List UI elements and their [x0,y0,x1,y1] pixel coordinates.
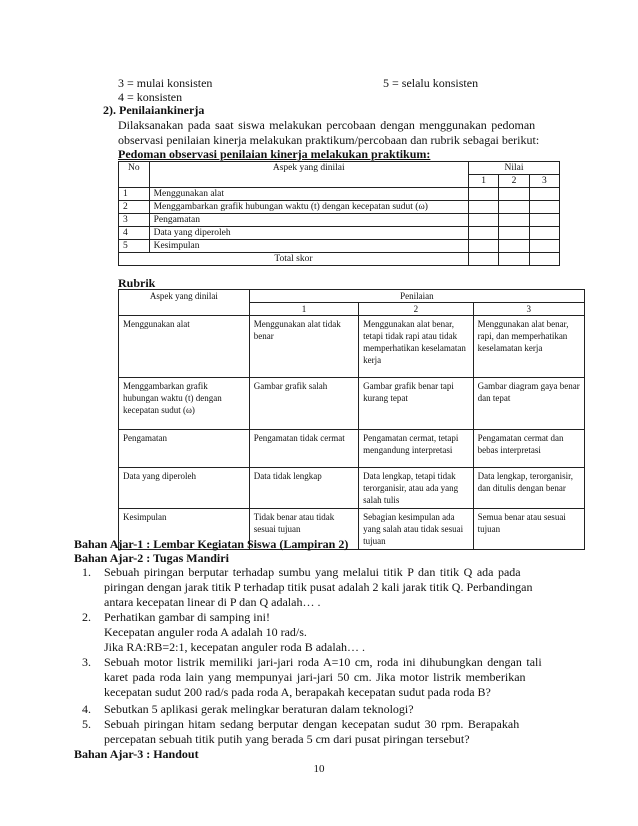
observation-table-title: Pedoman observasi penilaian kinerja melakukan praktikum: [118,147,431,161]
task-3-line3: kecepatan sudut 200 rad/s pada roda A, berapakah kecepatan sudut pada roda B? [104,685,491,699]
obs-head-nilai: Nilai [468,162,559,175]
rub-c1: Gambar grafik salah [249,378,358,430]
rub-c2: Sebagian kesimpulan ada yang salah atau tidak sesuai tujuan [359,509,473,550]
rub-head-p2: 2 [359,303,473,316]
rub-aspek: Data yang diperoleh [119,468,250,509]
rub-head-p3: 3 [473,303,584,316]
task-2-line3: Jika RA:RB=2:1, kecepatan anguler roda B adalah… . [104,640,366,654]
table-row [119,316,585,378]
rub-aspek: Pengamatan [119,430,250,468]
table-row [119,253,560,266]
task-number: 3. [82,655,91,669]
rub-c2: Pengamatan cermat, tetapi mengandung interpretasi [359,430,473,468]
rub-head-penilaian: Penilaian [249,290,584,303]
table-row [119,430,585,468]
obs-row-aspek: Kesimpulan [149,240,468,253]
obs-row-no: 3 [119,214,150,227]
task-4-line1: Sebutkan 5 aplikasi gerak melingkar beraturan dalam teknologi? [104,702,414,716]
task-number: 1. [82,565,91,579]
bahan-ajar-1: Bahan Ajar-1 : Lembar Kegiatan Siswa (Lampiran 2) [74,537,349,551]
rub-c3: Data lengkap, terorganisir, dan ditulis dengan benar [473,468,584,509]
task-2-line1: Perhatikan gambar di samping ini! [104,610,270,624]
table-row [119,468,585,509]
scale-4: 4 = konsisten [118,90,183,104]
task-number: 4. [82,702,91,716]
rub-aspek: Menggambarkan grafik hubungan waktu (t) dengan kecepatan sudut (ω) [119,378,250,430]
task-number: 2. [82,610,91,624]
obs-row-no: 5 [119,240,150,253]
obs-total-label: Total skor [119,253,469,266]
table-row [119,188,560,201]
table-row [119,240,560,253]
obs-row-aspek: Menggunakan alat [149,188,468,201]
rub-c1: Data tidak lengkap [249,468,358,509]
obs-head-no: No [119,162,150,188]
rubric-table [118,289,585,550]
task-2-line2: Kecepatan anguler roda A adalah 10 rad/s. [104,625,307,639]
section-paragraph-line2: observasi penilaian kinerja melakukan praktikum/percobaan dan rubrik sebagai berikut: [118,133,540,147]
task-5-line2: percepatan sebuah titik putih yang berada 5 cm dari pusat piringan tersebut? [104,732,470,746]
task-number: 5. [82,717,91,731]
task-1-line1: Sebuah piringan berputar terhadap sumbu yang melalui titik P dan titik Q ada pada [104,565,521,579]
rub-c1: Menggunakan alat tidak benar [249,316,358,378]
table-row [119,214,560,227]
obs-row-aspek: Data yang diperoleh [149,227,468,240]
obs-row-no: 1 [119,188,150,201]
table-row [119,227,560,240]
bahan-ajar-2: Bahan Ajar-2 : Tugas Mandiri [74,551,229,565]
obs-head-n2: 2 [499,175,529,188]
rubrik-title: Rubrik [118,276,156,290]
rub-c3: Menggunakan alat benar, rapi, dan memperhatikan keselamatan kerja [473,316,584,378]
rub-c2: Data lengkap, tetapi tidak terorganisir, atau ada yang salah tulis [359,468,473,509]
obs-row-no: 2 [119,201,150,214]
rub-c3: Gambar diagram gaya benar dan tepat [473,378,584,430]
rub-c1: Tidak benar atau tidak sesuai tujuan [249,509,358,550]
task-3-line1: Sebuah motor listrik memiliki jari-jari roda A=10 cm, roda ini dihubungkan dengan tali [104,655,542,669]
obs-row-aspek: Pengamatan [149,214,468,227]
observation-table [118,161,560,266]
table-row [119,201,560,214]
obs-head-n3: 3 [529,175,559,188]
task-1-line3: antara kecepatan linear di P dan Q adalah… . [104,595,321,609]
obs-head-aspek: Aspek yang dinilai [149,162,468,188]
obs-head-n1: 1 [468,175,498,188]
obs-row-no: 4 [119,227,150,240]
scale-5: 5 = selalu konsisten [383,76,479,90]
rub-c3: Semua benar atau sesuai tujuan [473,509,584,550]
rub-c3: Pengamatan cermat dan bebas interpretasi [473,430,584,468]
rub-head-p1: 1 [249,303,358,316]
section-heading-penilaian-kinerja: 2). Penilaiankinerja [103,103,205,117]
rub-aspek: Menggunakan alat [119,316,250,378]
rub-head-aspek: Aspek yang dinilai [119,290,250,316]
page-number: 10 [313,763,325,775]
obs-row-aspek: Menggambarkan grafik hubungan waktu (t) dengan kecepatan sudut (ω) [149,201,468,214]
task-5-line1: Sebuah piringan hitam sedang berputar dengan kecepatan sudut 30 rpm. Berapakah [104,717,520,731]
section-paragraph-line1: Dilaksanakan pada saat siswa melakukan percobaan dengan menggunakan pedoman [118,118,536,132]
bahan-ajar-3: Bahan Ajar-3 : Handout [74,747,199,761]
table-row [119,378,585,430]
task-3-line2: karet pada roda lain yang mempunyai jari-jari 50 cm. Jika motor listrik memberikan [104,670,526,684]
rub-c1: Pengamatan tidak cermat [249,430,358,468]
task-1-line2: piringan dengan jarak titik P terhadap titik pusat adalah 2 kali jarak titik Q. Perbandingan [104,580,533,594]
rub-aspek: Kesimpulan [119,509,250,550]
rub-c2: Menggunakan alat benar, tetapi tidak rapi atau tidak memperhatikan keselamatan kerja [359,316,473,378]
rub-c2: Gambar grafik benar tapi kurang tepat [359,378,473,430]
scale-3: 3 = mulai konsisten [118,76,213,90]
